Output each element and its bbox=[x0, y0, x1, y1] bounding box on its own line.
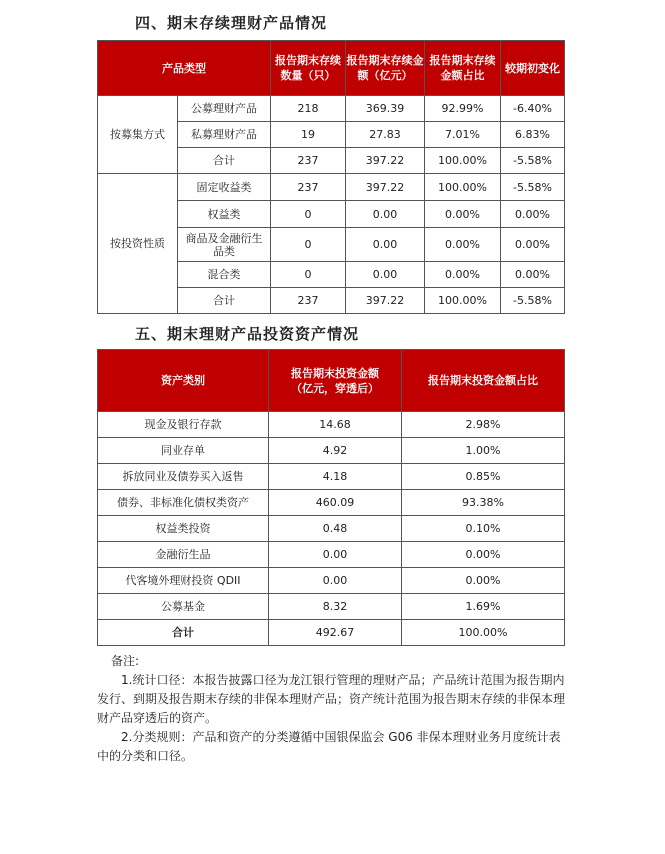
cell: 拆放同业及债券买入返售 bbox=[98, 464, 269, 490]
cell: 合计 bbox=[178, 288, 271, 314]
cell: 27.83 bbox=[346, 122, 425, 148]
cell: 397.22 bbox=[346, 148, 425, 174]
cell: 0.00% bbox=[501, 201, 565, 228]
cell: -5.58% bbox=[501, 288, 565, 314]
cell: 固定收益类 bbox=[178, 174, 271, 201]
table-row bbox=[98, 438, 565, 464]
cell: 100.00% bbox=[425, 148, 501, 174]
cell: 合计 bbox=[178, 148, 271, 174]
cell: -5.58% bbox=[501, 174, 565, 201]
table-row bbox=[98, 464, 565, 490]
table-row bbox=[98, 412, 565, 438]
header-ratio: 报告期末存续金额占比 bbox=[425, 41, 501, 96]
cell: 4.92 bbox=[269, 438, 402, 464]
cell: 0 bbox=[271, 262, 346, 288]
header-asset-type: 资产类别 bbox=[98, 350, 269, 412]
cell: 218 bbox=[271, 96, 346, 122]
cell: 权益类投资 bbox=[98, 516, 269, 542]
cell: 14.68 bbox=[269, 412, 402, 438]
cell: 公募基金 bbox=[98, 594, 269, 620]
table-row bbox=[98, 516, 565, 542]
table-row bbox=[98, 490, 565, 516]
cell: 0.00% bbox=[501, 228, 565, 262]
cell: 0.00% bbox=[425, 262, 501, 288]
cell: 7.01% bbox=[425, 122, 501, 148]
note-item: 1.统计口径：本报告披露口径为龙江银行管理的理财产品；产品统计范围为报告期内发行、到期及报告期末存续的非保本理财产品；资产统计范围为报告期末存续的非保本理财产品穿透后的资产。 bbox=[97, 673, 566, 725]
cell: 混合类 bbox=[178, 262, 271, 288]
cell: 0.00% bbox=[425, 201, 501, 228]
cell: 4.18 bbox=[269, 464, 402, 490]
cell: 0.00% bbox=[501, 262, 565, 288]
cell: 公募理财产品 bbox=[178, 96, 271, 122]
cell: 0.00 bbox=[269, 568, 402, 594]
cell: 1.00% bbox=[402, 438, 565, 464]
cell: 0.00% bbox=[402, 542, 565, 568]
section4-title: 四、期末存续理财产品情况 bbox=[135, 14, 328, 32]
header-amount: 报告期末存续金额（亿元） bbox=[346, 41, 425, 96]
cell: 0 bbox=[271, 228, 346, 262]
header-invest-ratio: 报告期末投资金额占比 bbox=[402, 350, 565, 412]
table-row bbox=[98, 620, 565, 646]
section5-title: 五、期末理财产品投资资产情况 bbox=[135, 325, 360, 343]
cell: 237 bbox=[271, 148, 346, 174]
cell: 同业存单 bbox=[98, 438, 269, 464]
table-row bbox=[98, 594, 565, 620]
cell: 金融衍生品 bbox=[98, 542, 269, 568]
cell: 1.69% bbox=[402, 594, 565, 620]
cell: 合计 bbox=[98, 620, 269, 646]
cell: 237 bbox=[271, 174, 346, 201]
cell: 397.22 bbox=[346, 288, 425, 314]
cell: 0.48 bbox=[269, 516, 402, 542]
header-count: 报告期末存续数量（只） bbox=[271, 41, 346, 96]
cell: 0.00% bbox=[402, 568, 565, 594]
cell: 0.10% bbox=[402, 516, 565, 542]
cell: 100.00% bbox=[425, 174, 501, 201]
cell: 460.09 bbox=[269, 490, 402, 516]
notes-label: 备注: bbox=[111, 654, 140, 668]
cell: 0 bbox=[271, 201, 346, 228]
header-change: 较期初变化 bbox=[501, 41, 565, 96]
cell: 权益类 bbox=[178, 201, 271, 228]
cell: 0.00 bbox=[346, 201, 425, 228]
header-product-type: 产品类型 bbox=[98, 41, 271, 96]
table-row bbox=[98, 96, 565, 122]
cell: 100.00% bbox=[402, 620, 565, 646]
cell: 0.85% bbox=[402, 464, 565, 490]
cell: 私募理财产品 bbox=[178, 122, 271, 148]
header-invest-amount: 报告期末投资金额（亿元，穿透后） bbox=[269, 350, 402, 412]
cell: -6.40% bbox=[501, 96, 565, 122]
note-item: 2.分类规则：产品和资产的分类遵循中国银保监会 G06 非保本理财业务月度统计表中的分类和口径。 bbox=[97, 730, 561, 763]
cell: -5.58% bbox=[501, 148, 565, 174]
asset-table bbox=[97, 349, 565, 646]
cell: 397.22 bbox=[346, 174, 425, 201]
cell: 2.98% bbox=[402, 412, 565, 438]
cell: 商品及金融衍生品类 bbox=[178, 228, 271, 262]
cell: 6.83% bbox=[501, 122, 565, 148]
cell: 0.00 bbox=[346, 262, 425, 288]
cell: 0.00% bbox=[425, 228, 501, 262]
cell: 代客境外理财投资 QDII bbox=[98, 568, 269, 594]
product-table bbox=[97, 40, 565, 314]
group-label: 按募集方式 bbox=[98, 96, 178, 174]
cell: 现金及银行存款 bbox=[98, 412, 269, 438]
cell: 100.00% bbox=[425, 288, 501, 314]
cell: 369.39 bbox=[346, 96, 425, 122]
table-row bbox=[98, 542, 565, 568]
cell: 93.38% bbox=[402, 490, 565, 516]
cell: 债券、非标准化债权类资产 bbox=[98, 490, 269, 516]
group-label: 按投资性质 bbox=[98, 174, 178, 314]
table-row bbox=[98, 568, 565, 594]
notes bbox=[97, 652, 572, 766]
cell: 0.00 bbox=[269, 542, 402, 568]
cell: 92.99% bbox=[425, 96, 501, 122]
cell: 8.32 bbox=[269, 594, 402, 620]
table-row bbox=[98, 174, 565, 201]
cell: 492.67 bbox=[269, 620, 402, 646]
cell: 237 bbox=[271, 288, 346, 314]
cell: 19 bbox=[271, 122, 346, 148]
cell: 0.00 bbox=[346, 228, 425, 262]
